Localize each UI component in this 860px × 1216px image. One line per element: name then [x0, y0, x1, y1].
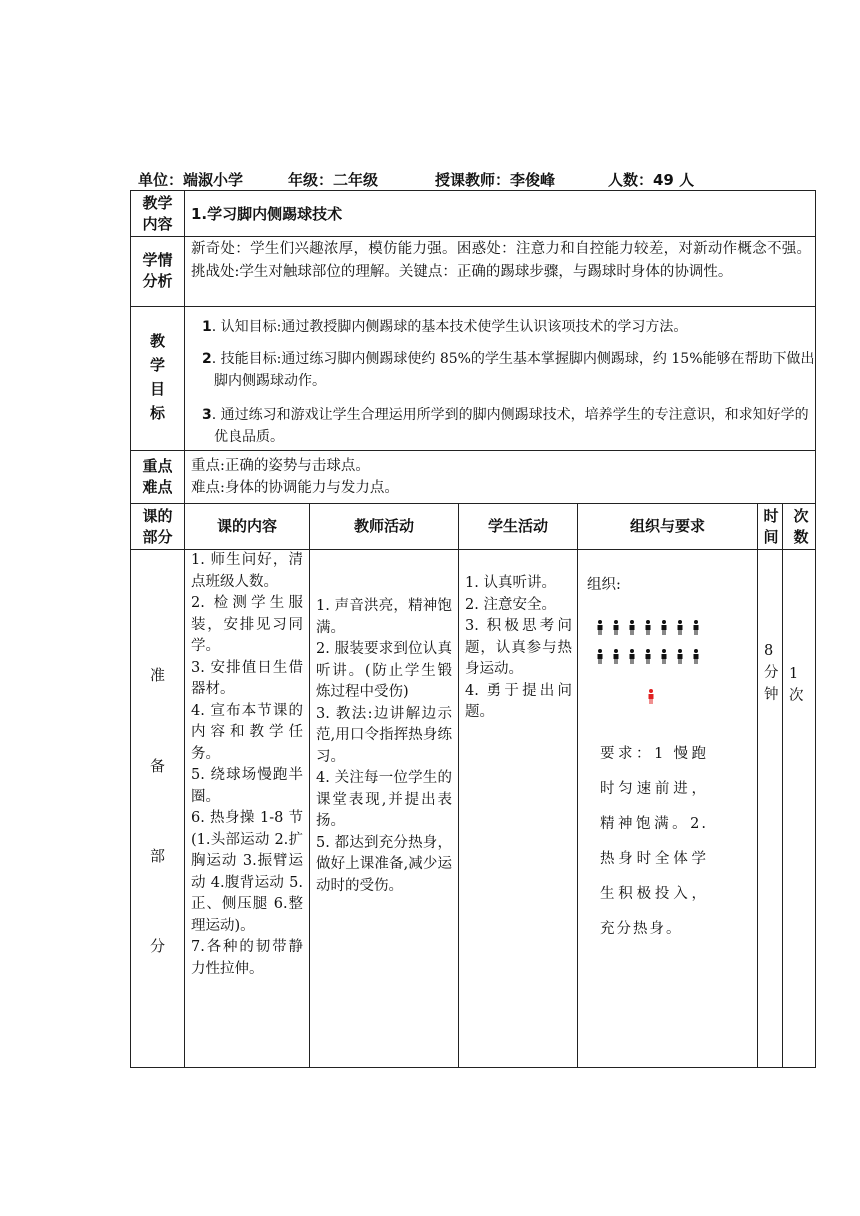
objectives-label — [131, 329, 184, 425]
col-header-part — [131, 506, 184, 548]
formation-row-2 — [592, 649, 722, 671]
prep-teacher-text: 1. 声音洪亮，精神饱满。 2. 服装要求到位认真听讲。(防止学生锻炼过程中受伤) 3. 教法:边讲解边示范,用口令指挥热身练习。 4. 关注每一位学生的课堂表现,并提出表扬。 5. 都达到充分热身，做好上课准备,减少运动时的受伤。 — [316, 598, 452, 894]
student-figure-icon — [640, 649, 656, 669]
formation-teacher-row — [592, 689, 722, 711]
student-figure-icon — [592, 649, 608, 669]
student-figure-icon — [624, 620, 640, 640]
org-requirement-text: 要求：1 慢跑时匀速前进，精神饱满。2. 热身时全体学生积极投入，充分热身。 — [600, 746, 708, 937]
formation-row-1 — [592, 620, 722, 642]
objective-num-1: 1 — [202, 319, 212, 335]
prep-times: 1 次 — [789, 666, 804, 704]
objective-item-2 — [202, 348, 820, 392]
objective-item-1 — [202, 316, 820, 338]
prep-part-char-1: 准 — [149, 666, 165, 684]
student-figure-icon — [608, 620, 624, 640]
org-label: 组织: — [587, 577, 621, 593]
analysis-label-text: 学情分析 — [142, 251, 173, 290]
col-header-times-text: 次数 — [793, 507, 809, 546]
student-count-label: 人数：49 人 — [608, 171, 695, 189]
col-header-student: 学生活动 — [487, 517, 548, 535]
student-figure-icon — [608, 649, 624, 669]
teaching-content-label — [131, 193, 184, 235]
objective-num-2: 2 — [202, 351, 212, 367]
objective-text-1: . 认知目标:通过教授脚内侧踢球的基本技术使学生认识该项技术的学习方法。 — [211, 319, 688, 335]
student-figure-icon — [656, 620, 672, 640]
prep-part-char-3: 部 — [149, 847, 165, 865]
keypoint-difficulty: 难点:身体的协调能力与发力点。 — [191, 480, 399, 496]
grade-label: 年级：二年级 — [288, 171, 379, 189]
objective-item-3 — [202, 404, 820, 448]
col-header-teacher: 教师活动 — [353, 517, 414, 535]
objective-text-3: . 通过练习和游戏让学生合理运用所学到的脚内侧踢球技术，培养学生的专注意识，和求知好学的优良品质。 — [211, 407, 809, 445]
col-header-content: 课的内容 — [216, 517, 277, 535]
student-figure-icon — [592, 620, 608, 640]
teaching-content-label-text: 教学内容 — [142, 194, 173, 233]
prep-content-text: 1. 师生问好，清点班级人数。 2. 检测学生服装，安排见习同学。 3. 安排值日生借器材。 4. 宣布本节课的内容和教学任务。 5. 绕球场慢跑半圈。 6. 热身操 1-8 节(1.头部运动 2.扩胸运动 3.振臂运动 4.腹背运动 5.正、侧压腿 6.整理运动)。 7.各种的韧带静力性拉伸。 — [191, 552, 303, 977]
teaching-content-text: 1.学习脚内侧踢球技术 — [191, 205, 343, 223]
prep-time: 8 分钟 — [764, 643, 779, 703]
student-figure-icon — [688, 649, 704, 669]
keypoints-label — [131, 456, 184, 498]
col-header-times — [785, 506, 817, 548]
prep-part-char-4: 分 — [149, 937, 165, 955]
col-header-part-text: 课的部分 — [142, 507, 173, 546]
col-header-time-text: 时间 — [763, 507, 779, 546]
teacher-label: 授课教师：李俊峰 — [435, 171, 556, 189]
student-figure-icon — [640, 620, 656, 640]
student-figure-icon — [656, 649, 672, 669]
col-header-time — [761, 506, 781, 548]
col-header-org: 组织与要求 — [629, 517, 705, 535]
student-figure-icon — [688, 620, 704, 640]
prep-student-text: 1. 认真听讲。 2. 注意安全。 3. 积极思考问题，认真参与热身运动。 4. 勇于提出问题。 — [465, 575, 572, 720]
objective-num-3: 3 — [202, 407, 212, 423]
keypoint-focus: 重点:正确的姿势与击球点。 — [191, 458, 370, 474]
formation-diagram — [592, 620, 722, 711]
teacher-figure-icon — [643, 689, 659, 709]
objective-text-2: . 技能目标:通过练习脚内侧踢球使约 85%的学生基本掌握脚内侧踢球，约 15%能够在帮助下做出脚内侧踢球动作。 — [211, 351, 815, 389]
student-figure-icon — [672, 649, 688, 669]
keypoints-label-text: 重点难点 — [142, 457, 173, 496]
student-figure-icon — [624, 649, 640, 669]
analysis-text: 新奇处：学生们兴趣浓厚，模仿能力强。困惑处：注意力和自控能力较差，对新动作概念不强。挑战处:学生对触球部位的理解。关键点：正确的踢球步骤，与踢球时身体的协调性。 — [191, 241, 811, 280]
unit-label: 单位：端淑小学 — [138, 171, 244, 189]
objectives-label-text: 教学目标 — [149, 332, 165, 422]
analysis-label — [131, 250, 184, 292]
prep-part-char-2: 备 — [149, 757, 165, 775]
student-figure-icon — [672, 620, 688, 640]
